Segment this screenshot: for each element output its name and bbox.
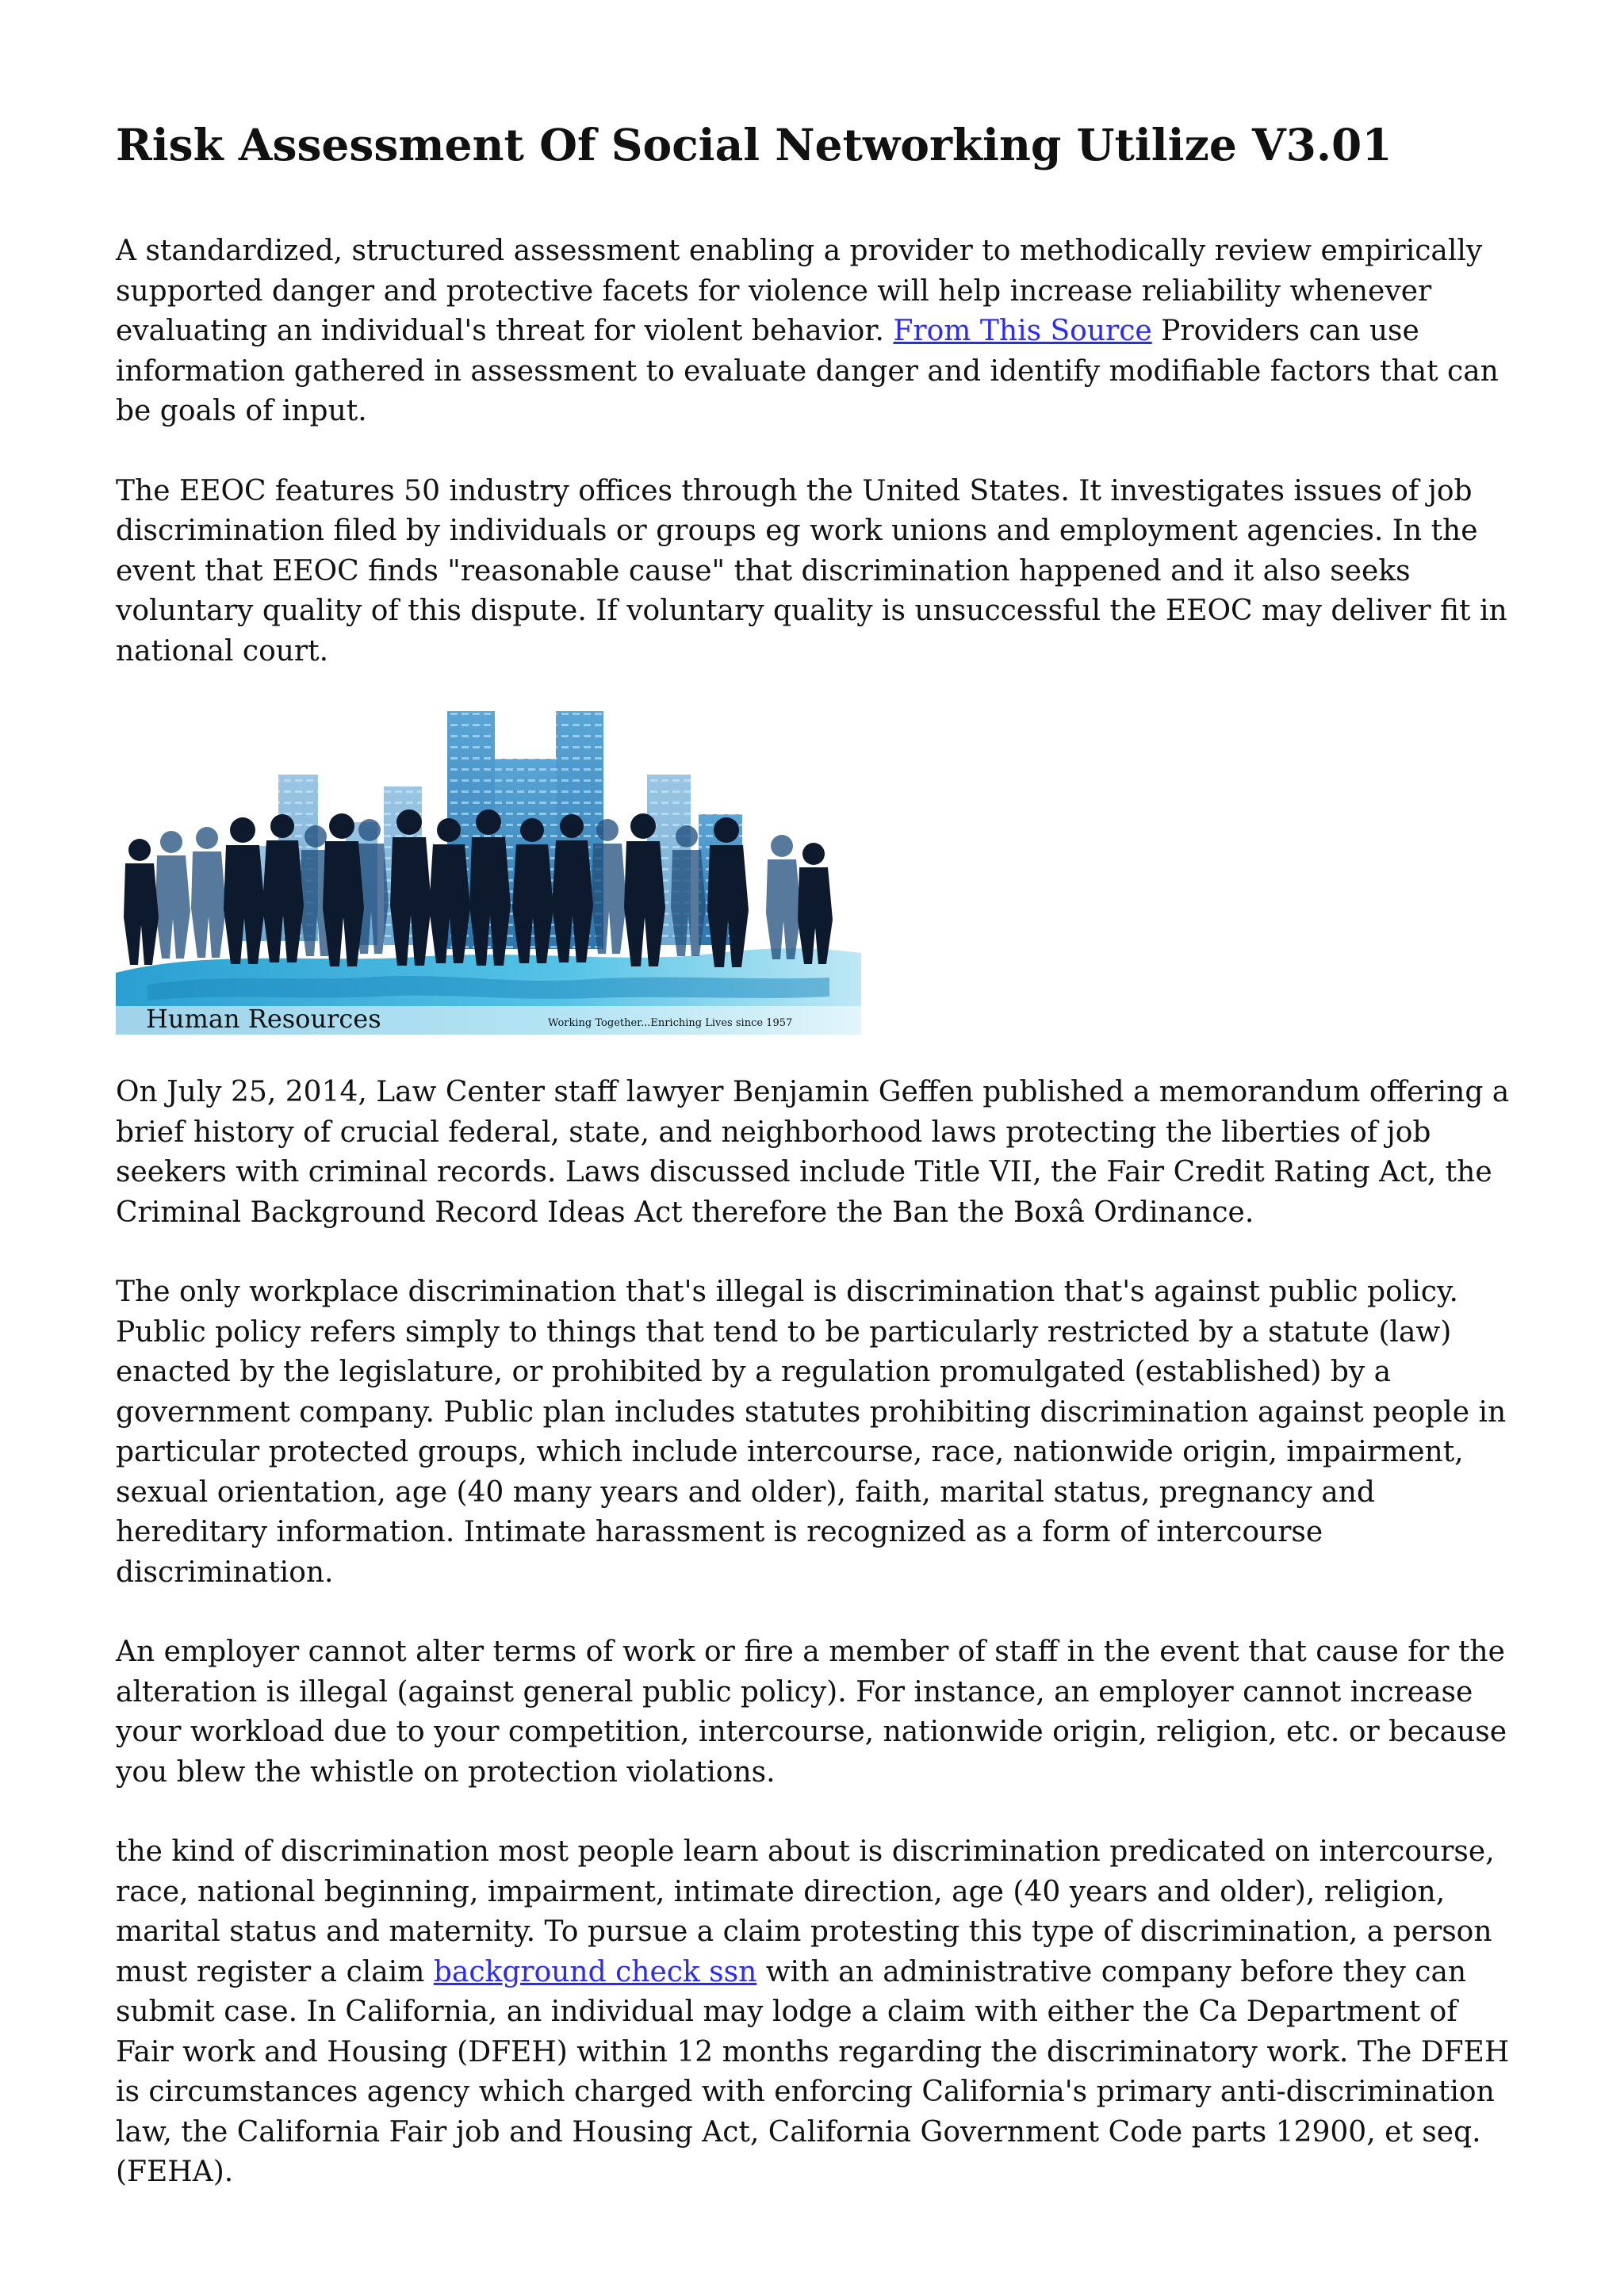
from-this-source-link[interactable]: From This Source (893, 315, 1152, 347)
human-resources-image (116, 711, 861, 1035)
paragraph-1 (116, 232, 1511, 432)
page-title: Risk Assessment Of Social Networking Utilize V3.01 (116, 119, 1392, 170)
paragraph-4: The only workplace discrimination that's illegal is discrimination that's against public policy. Public policy refers simply to things that tend to be particularly restricted by a statute (law) enacted by the legislature, or prohibited by a regulation promulgated (established) by a government company. Public plan includes statutes prohibiting discrimination against people in particular protected groups, which include intercourse, race, nationwide origin, impairment, sexual orientation, age (40 many years and older), faith, marital status, pregnancy and hereditary information. Intimate harassment is recognized as a form of intercourse discrimination. (116, 1276, 1507, 1589)
image-caption-right: Working Together...Enriching Lives since 1957 (548, 1017, 793, 1029)
paragraph-2: The EEOC features 50 industry offices through the United States. It investigates issues of job discrimination filed by individuals or groups eg work unions and employment agencies. In the event that EEOC finds "reasonable cause" that discrimination happened and it also seeks voluntary quality of this dispute. If voluntary quality is unsuccessful the EEOC may deliver fit in national court. (116, 474, 1507, 668)
paragraph-6 (116, 1832, 1511, 2193)
paragraph-1-text-a: A standardized, structured assessment enabling a provider to methodically review empirically supported danger and protective facets for violence will help increase reliability whenever evaluating an individual's threat for violent behavior. (116, 235, 1483, 347)
background-check-ssn-link[interactable]: background check ssn (433, 1955, 757, 1988)
paragraph-5: An employer cannot alter terms of work or fire a member of staff in the event that cause for the alteration is illegal (against general public policy). For instance, an employer cannot increase your workload due to your competition, intercourse, nationwide origin, religion, etc. or because you blew the whistle on protection violations. (116, 1636, 1507, 1789)
paragraph-3: On July 25, 2014, Law Center staff lawyer Benjamin Geffen published a memorandum offering a brief history of crucial federal, state, and neighborhood laws protecting the liberties of job seekers with criminal records. Laws discussed include Title VII, the Fair Credit Rating Act, the Criminal Background Record Ideas Act therefore the Ban the Boxâ Ordinance. (116, 1076, 1510, 1229)
paragraph-6-text-a: the kind of discrimination most people learn about is discrimination predicated on intercourse, race, national beginning, impairment, intimate direction, age (40 years and older), religion, marital status and maternity. To pursue a claim protesting this type of discrimination, a person must register a claim (116, 1835, 1495, 1988)
paragraph-1-text-b: Providers can use information gathered in assessment to evaluate danger and identify modifiable factors that can be goals of input. (116, 315, 1499, 427)
paragraph-6-text-b: with an administrative company before they can submit case. In California, an individual may lodge a claim with either the Ca Department of Fair work and Housing (DFEH) within 12 months regarding the discriminatory work. The DFEH is circumstances agency which charged with enforcing California's primary anti-discrimination law, the California Fair job and Housing Act, California Government Code parts 12900, et seq. (FEHA). (116, 1955, 1510, 2188)
article (116, 119, 1511, 2233)
image-caption-left: Human Resources (146, 1004, 381, 1034)
